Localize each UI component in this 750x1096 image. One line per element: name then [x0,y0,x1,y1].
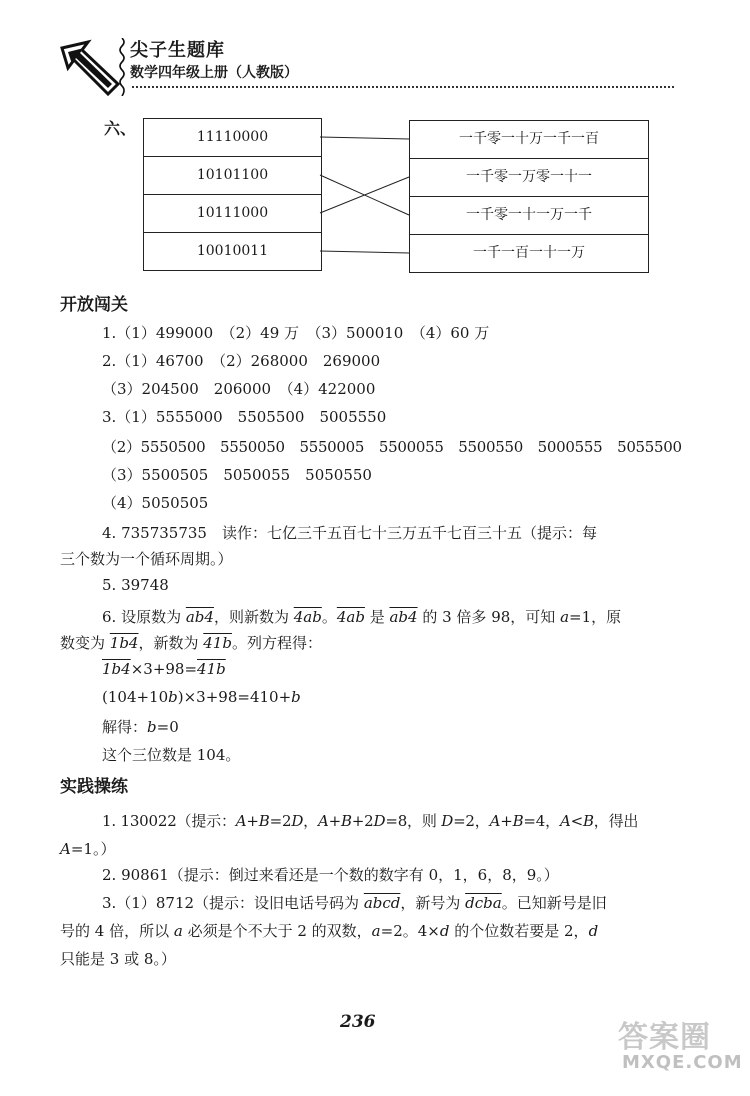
answer-line: （2）5550500 5550050 5550005 5500055 5500550 5000555 5055500 [102,438,682,456]
match-line [320,251,409,253]
answer-line: （3）204500 206000 （4）422000 [102,380,376,398]
watermark-url: MXQE.COM [622,1052,743,1073]
page-number: 236 [340,1012,376,1032]
matching-lines [0,0,750,300]
right-word: 一千零一十一万一千 [410,197,648,235]
section-heading-practice: 实践操练 [60,777,128,797]
answer-line: 号的 4 倍，所以 a 必须是个不大于 2 的双数，a=2。4×d 的个位数若要是 2，d [60,922,599,940]
answer-line: 三个数为一个循环周期。） [60,550,233,568]
left-number: 10101100 [144,157,321,195]
match-line [320,137,409,139]
equation-line: 1b4×3+98=41b [102,660,226,678]
left-number: 10010011 [196,243,269,259]
question-6-label: 六、 [104,119,137,138]
answer-line: 1. 130022（提示：A+B=2D，A+B+2D=8，则 D=2，A+B=4，A<B，得出 [102,812,639,830]
equation-line: (104+10b)×3+98=410+b [102,688,301,706]
answer-line: 5. 39748 [102,576,169,594]
section-heading-open: 开放闯关 [60,295,128,315]
answer-line: 4. 735735735 读作：七亿三千五百七十三万五千七百三十五（提示：每 [102,524,597,542]
answer-line: A=1。） [60,840,116,858]
left-number: 11110000 [144,119,321,157]
left-number: 10111000 [144,195,321,233]
answer-line: 3.（1）5555000 5505500 5005550 [102,408,387,426]
answer-line: 3.（1）8712（提示：设旧电话号码为 abcd，新号为 dcba。已知新号是旧 [102,894,607,912]
answer-line: 只能是 3 或 8。） [60,950,176,968]
right-word: 一千零一十万一千一百 [410,121,648,159]
book-title: 尖子生题库 [130,40,225,61]
answer-line: 数变为 1b4，新数为 41b。列方程得： [60,634,322,652]
match-line [320,177,409,213]
answer-line: 这个三位数是 104。 [102,746,241,764]
answer-line-6: 6. 设原数为 ab4，则新数为 4ab。4ab 是 ab4 的 3 倍多 98，可知 a=1，原 [102,608,622,626]
right-word: 一千一百一十一万 [473,245,585,261]
answer-line: （4）5050505 [102,494,209,512]
right-word: 一千零一万零一十一 [410,159,648,197]
watermark-logo: 答案圈 [618,1020,711,1055]
solution-line: 解得：b=0 [102,718,179,736]
answer-line: 2. 90861（提示：倒过来看还是一个数的数字有 0，1，6，8，9。） [102,866,559,884]
answer-line: 2.（1）46700 （2）268000 269000 [102,352,381,370]
answer-line: 1.（1）499000 （2）49 万 （3）500010 （4）60 万 [102,324,490,342]
answer-line: （3）5500505 5050055 5050550 [102,466,372,484]
book-subtitle: 数学四年级上册（人教版） [130,65,298,81]
